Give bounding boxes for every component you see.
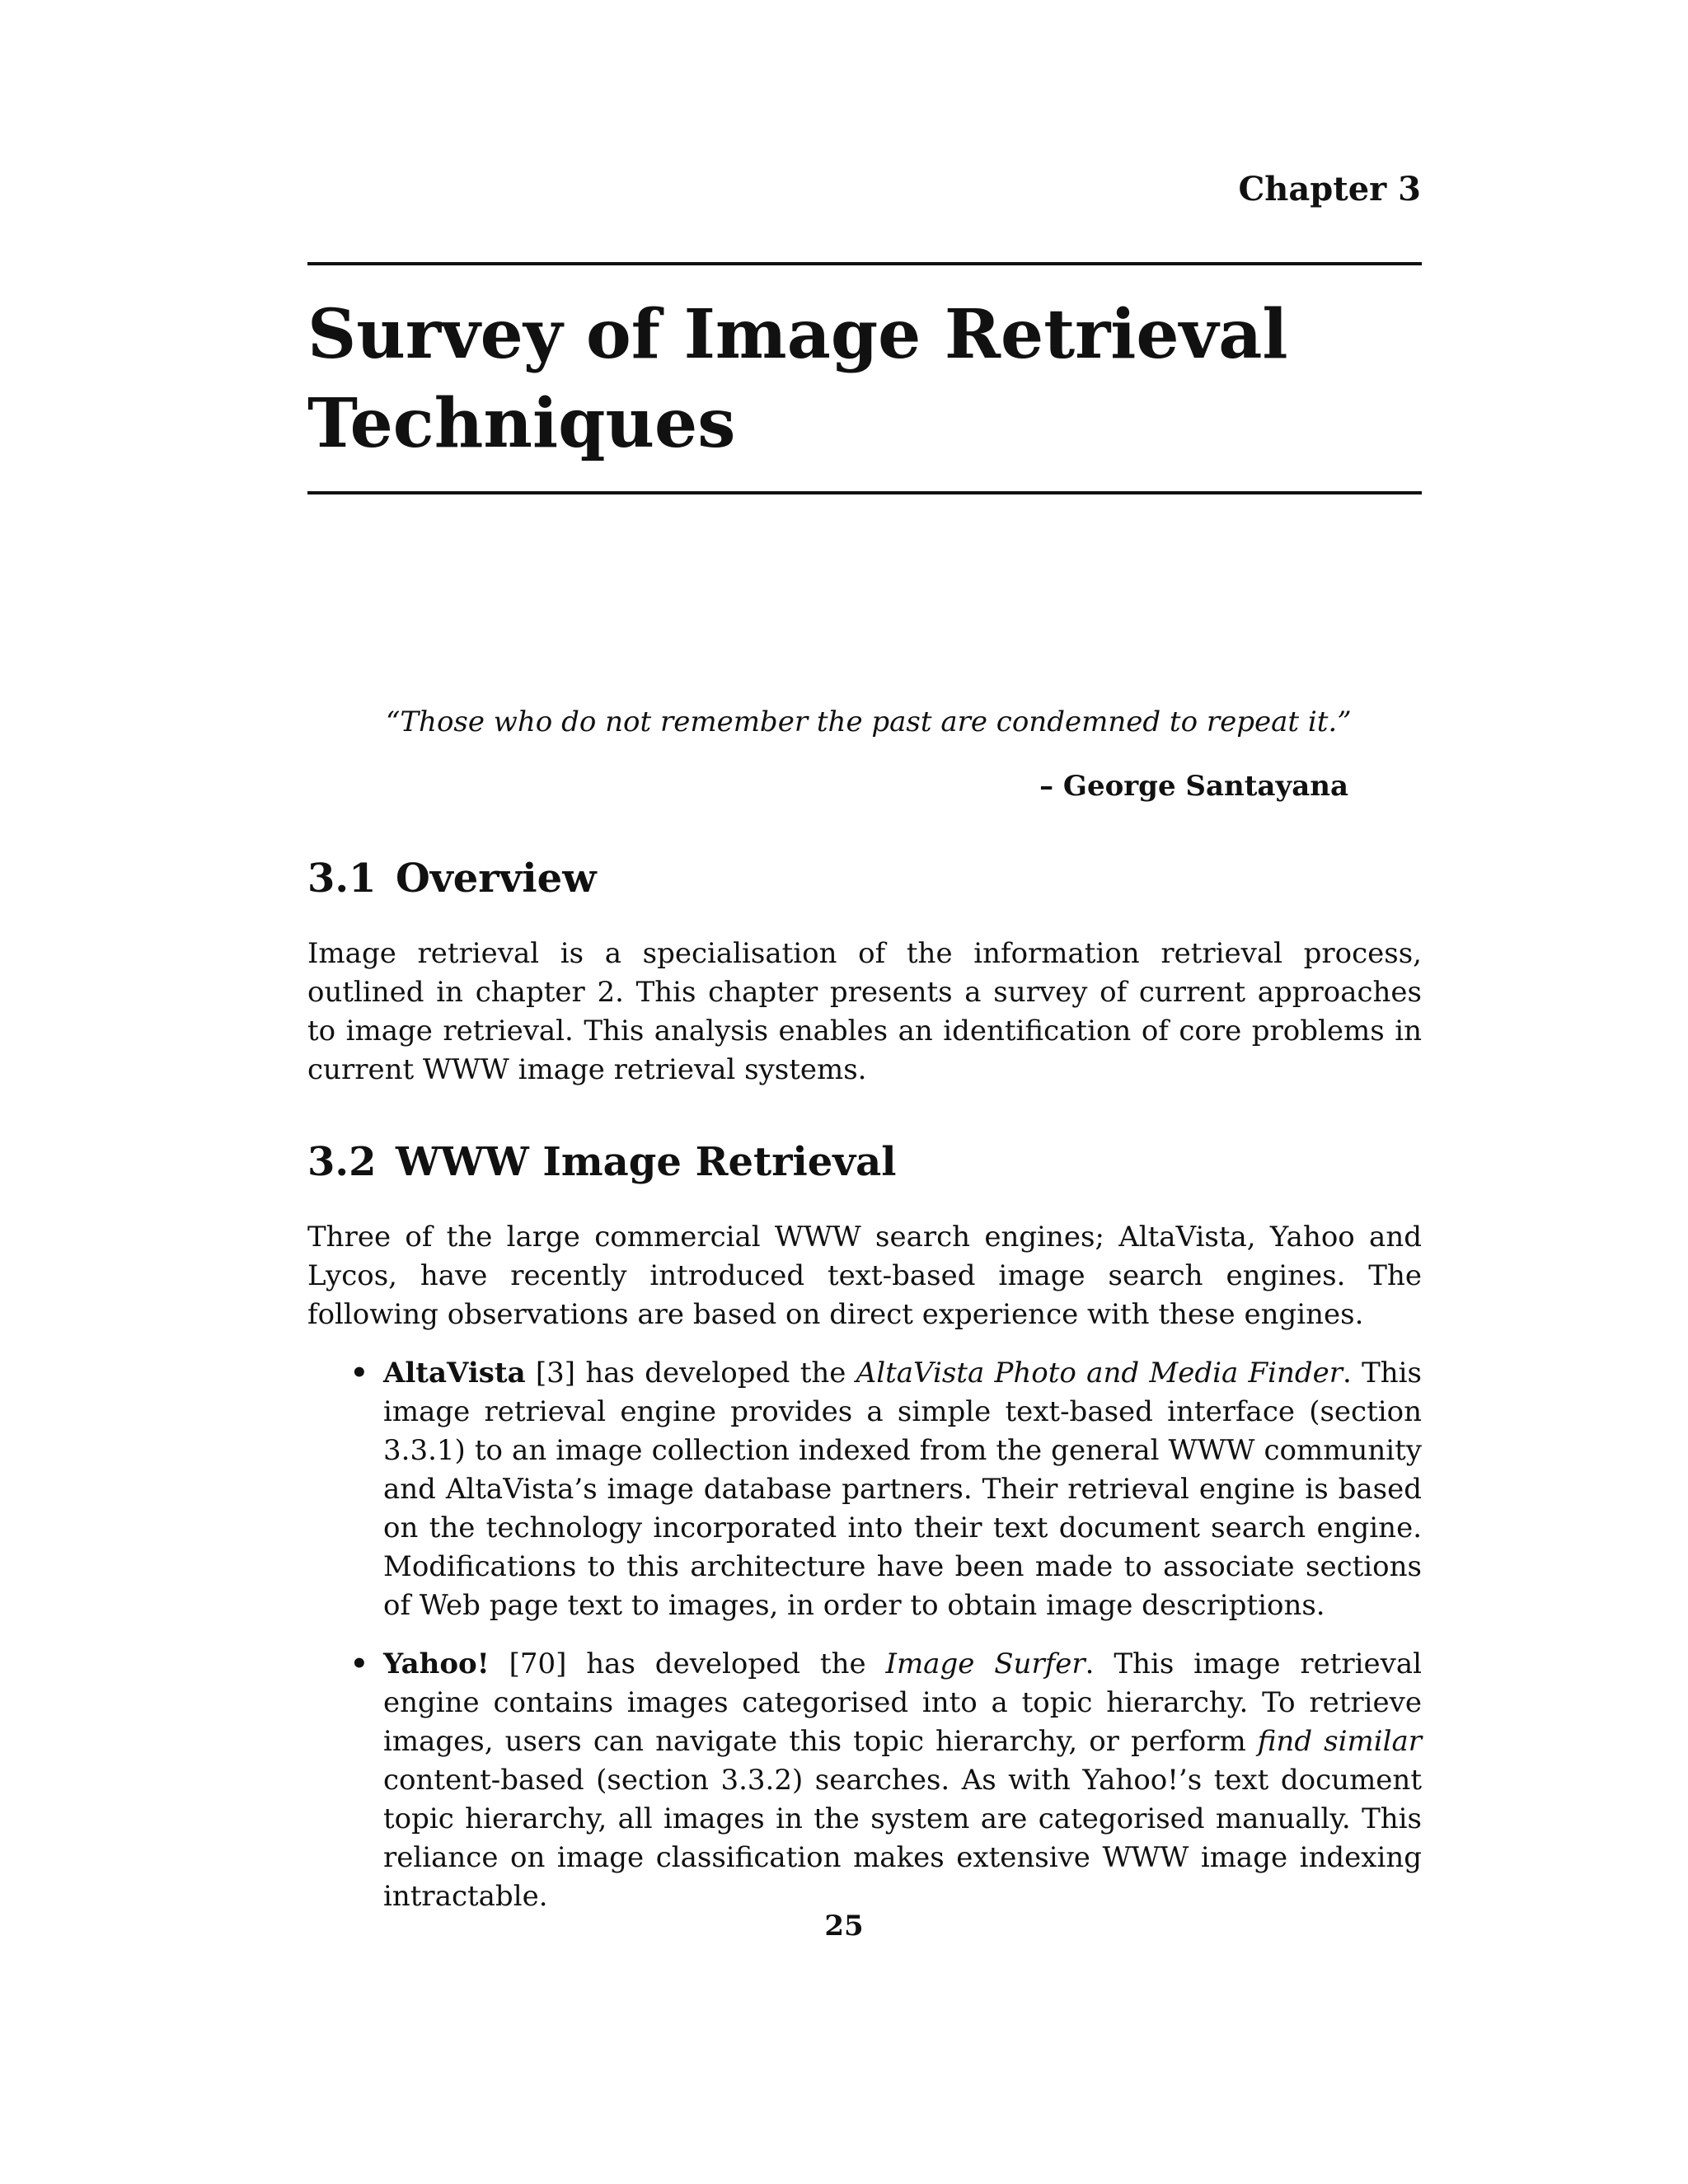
section-title: WWW Image Retrieval: [396, 1139, 897, 1185]
title-bottom-rule: [307, 491, 1422, 494]
section-heading-overview: [307, 855, 1422, 902]
page-number: 25: [824, 1910, 864, 1943]
section-title: Overview: [396, 855, 597, 902]
epigraph-attribution: – George Santayana: [1039, 770, 1348, 803]
bullet-icon: •: [350, 1357, 368, 1390]
overview-paragraph: Image retrieval is a specialisation of the information retrieval process, outlined in chapter 2. This chapter presents a survey of current approaches to image retrieval. This analysis enables an identification of core problems in current WWW image retrieval systems.: [307, 937, 1422, 1086]
item-description-part-1: . This image retrieval engine contains images categorised into a topic hierarchy. To retrieve images, users can navigate this topic hierarchy, or perform: [383, 1647, 1422, 1758]
engine-name: Yahoo!: [383, 1647, 490, 1680]
emphasis-text: find similar: [1257, 1725, 1422, 1758]
product-name: Image Surfer: [885, 1647, 1085, 1680]
chapter-title: [307, 290, 1422, 468]
chapter-title-line-2: Techniques: [307, 384, 736, 463]
title-top-rule: [307, 262, 1422, 265]
citation-text: [70] has developed the: [489, 1647, 886, 1680]
search-engine-list: [307, 1354, 1422, 1936]
section-number: 3.2: [307, 1139, 377, 1185]
engine-name: AltaVista: [383, 1357, 526, 1390]
chapter-label: Chapter 3: [1238, 170, 1421, 209]
item-description-part-2: content-based (section 3.3.2) searches. As with Yahoo!’s text document topic hierarchy, all images in the system are categorised manually. This reliance on image classification makes extensive WWW image indexing intractable.: [383, 1764, 1422, 1913]
epigraph-quote: “Those who do not remember the past are condemned to repeat it.”: [386, 705, 1352, 738]
chapter-title-line-1: Survey of Image Retrieval: [307, 295, 1288, 374]
citation-text: [3] has developed the: [525, 1357, 856, 1390]
section-heading-www-image-retrieval: [307, 1139, 1422, 1185]
list-item-altavista: [307, 1354, 1422, 1625]
product-name: AltaVista Photo and Media Finder: [856, 1357, 1343, 1390]
section-number: 3.1: [307, 855, 377, 902]
bullet-icon: •: [350, 1647, 368, 1680]
list-item-yahoo: [307, 1645, 1422, 1916]
item-description: . This image retrieval engine provides a simple text-based interface (section 3.3.1) to an image collection indexed from the general WWW community and AltaVista’s image database partners. Their retrieval engine is based on the technology incorporated into their text document search engine. Modifications to this architecture have been made to associate sections of Web page text to images, in order to obtain image descriptions.: [383, 1357, 1422, 1622]
www-image-retrieval-paragraph: Three of the large commercial WWW search engines; AltaVista, Yahoo and Lycos, have recently introduced text-based image search engines. The following observations are based on direct experience with these engines.: [307, 1221, 1422, 1331]
